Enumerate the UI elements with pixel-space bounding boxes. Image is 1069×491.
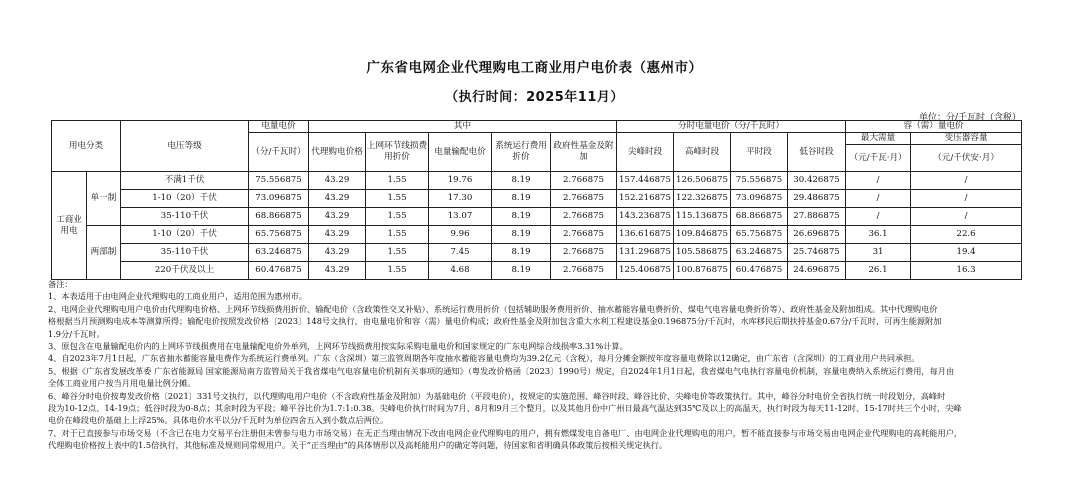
header-capacity: 容（需）量电价 bbox=[846, 121, 1022, 133]
cell-voltage: 220千伏及以上 bbox=[121, 262, 249, 280]
cell-proxy: 43.29 bbox=[309, 244, 366, 262]
electricity-price-table bbox=[51, 120, 1022, 280]
page-title: 广东省电网企业代理购电工商业用户电价表（惠州市） bbox=[366, 60, 703, 76]
group-single: 单一制 bbox=[87, 172, 121, 226]
cell-flat: 63.246875 bbox=[731, 244, 788, 262]
cell-voltage: 35-110千伏 bbox=[121, 244, 249, 262]
cell-high: 126.506875 bbox=[674, 172, 731, 190]
cell-transformer: / bbox=[911, 208, 1022, 226]
header-energy-price: 电量电价 bbox=[249, 121, 309, 133]
note-line: 1、本表适用于由电网企业代理购电的工商业用户，适用范围为惠州市。 bbox=[48, 291, 308, 302]
execution-time: （执行时间：2025年11月） bbox=[445, 90, 624, 105]
cell-valley: 29.486875 bbox=[788, 190, 846, 208]
cell-peak: 136.616875 bbox=[617, 226, 674, 244]
header-of-which: 其中 bbox=[309, 121, 617, 133]
note-line: 格根据当月预测购电成本等测算所得；输配电价按照发改价格〔2023〕148号文执行，由电量电价和容（需）量电价构成；政府性基金及附加包含重大水利工程建设基金0.196875分/千瓦时，水库移民后期扶持基金0.67分/千瓦时，可再生能源附加 bbox=[48, 316, 942, 327]
cell-sys: 8.19 bbox=[492, 226, 551, 244]
header-transformer: 变压器容量 bbox=[911, 133, 1022, 145]
note-line: 5、根据《广东省发展改革委 广东省能源局 国家能源局南方监管局关于我省煤电气电容量电价机制有关事项的通知》（粤发改价格函〔2023〕1990号）规定，自2024年1月1日起，我省煤电气电执行容量电价机制，容量电费纳入系统运行费用，每月由 bbox=[48, 365, 955, 376]
cell-energy: 75.556875 bbox=[249, 172, 309, 190]
cell-flat: 73.096875 bbox=[731, 190, 788, 208]
cell-sys: 8.19 bbox=[492, 190, 551, 208]
header-tou: 分时电量电价（分/千瓦时） bbox=[617, 121, 846, 133]
header-env-cost: 上网环节线损费用折价 bbox=[366, 133, 429, 172]
cell-trans: 4.68 bbox=[429, 262, 492, 280]
cell-transformer: / bbox=[911, 190, 1022, 208]
cell-valley: 30.426875 bbox=[788, 172, 846, 190]
cell-energy: 60.476875 bbox=[249, 262, 309, 280]
cell-energy: 63.246875 bbox=[249, 244, 309, 262]
cell-proxy: 43.29 bbox=[309, 190, 366, 208]
cell-fund: 2.766875 bbox=[551, 172, 617, 190]
cell-proxy: 43.29 bbox=[309, 226, 366, 244]
cell-high: 115.136875 bbox=[674, 208, 731, 226]
cell-valley: 24.696875 bbox=[788, 262, 846, 280]
cell-flat: 68.866875 bbox=[731, 208, 788, 226]
cell-sys: 8.19 bbox=[492, 262, 551, 280]
cell-trans: 19.76 bbox=[429, 172, 492, 190]
cell-transformer: 16.3 bbox=[911, 262, 1022, 280]
header-category: 用电分类 bbox=[52, 121, 121, 172]
cell-trans: 17.30 bbox=[429, 190, 492, 208]
header-peak: 尖峰时段 bbox=[617, 133, 674, 172]
cell-env: 1.55 bbox=[366, 244, 429, 262]
cell-env: 1.55 bbox=[366, 226, 429, 244]
cell-trans: 7.45 bbox=[429, 244, 492, 262]
header-max-demand: 最大需量 bbox=[846, 133, 911, 145]
cell-sys: 8.19 bbox=[492, 172, 551, 190]
note-line: 7、对于已直接参与市场交易（不含已在电力交易平台注册但未曾参与电力市场交易）在无正当理由情况下改由电网企业代理购电的用户，拥有燃煤发电自备电厂、由电网企业代理购电的用户，暂不能直接参与市场交易由电网企业代理购电的高耗能用户， bbox=[48, 427, 963, 438]
cell-fund: 2.766875 bbox=[551, 190, 617, 208]
header-transmission: 电量输配电价 bbox=[429, 133, 492, 172]
cell-proxy: 43.29 bbox=[309, 208, 366, 226]
cell-peak: 157.446875 bbox=[617, 172, 674, 190]
cell-peak: 152.216875 bbox=[617, 190, 674, 208]
cell-voltage: 1-10（20）千伏 bbox=[121, 190, 249, 208]
note-line: 1.9分/千瓦时。 bbox=[48, 328, 105, 339]
cell-trans: 9.96 bbox=[429, 226, 492, 244]
note-line: 6、峰谷分时电价按粤发改价格〔2021〕331号文执行，以代理购电用户电价（不含政府性基金及附加）为基础电价（平段电价），按规定的实施范围、峰谷时段、峰谷比价、尖峰电价等政策执行。其中，峰谷分时电价全省执行统一时段划分，高峰时 bbox=[48, 390, 946, 401]
cell-energy: 73.096875 bbox=[249, 190, 309, 208]
group-dual: 两部制 bbox=[87, 226, 121, 280]
category-label: 工商业用电 bbox=[52, 172, 87, 280]
table-row bbox=[52, 190, 1022, 208]
cell-high: 109.846875 bbox=[674, 226, 731, 244]
header-fund: 政府性基金及附加 bbox=[551, 133, 617, 172]
cell-demand: 31 bbox=[846, 244, 911, 262]
cell-voltage: 不满1千伏 bbox=[121, 172, 249, 190]
note-line: 段为10-12点、14-19点；低谷时段为0-8点；其余时段为平段；峰平谷比价为1.7:1:0.38。尖峰电价执行时间为7月、8月和9月三个整月，以及其他月份中广州日最高气温达到35℃及以上的高温天，执行时段为每天11-12时、15-17时共三个小时，尖峰 bbox=[48, 403, 962, 414]
notes bbox=[48, 278, 1023, 452]
note-line: 备注： bbox=[48, 279, 73, 289]
cell-fund: 2.766875 bbox=[551, 262, 617, 280]
cell-flat: 60.476875 bbox=[731, 262, 788, 280]
header-high: 高峰时段 bbox=[674, 133, 731, 172]
cell-flat: 75.556875 bbox=[731, 172, 788, 190]
table-row bbox=[52, 244, 1022, 262]
cell-demand: 26.1 bbox=[846, 262, 911, 280]
cell-fund: 2.766875 bbox=[551, 244, 617, 262]
cell-env: 1.55 bbox=[366, 190, 429, 208]
header-flat: 平时段 bbox=[731, 133, 788, 172]
cell-energy: 68.866875 bbox=[249, 208, 309, 226]
cell-sys: 8.19 bbox=[492, 244, 551, 262]
note-line: 4、自2023年7月1日起，广东省抽水蓄能容量电费作为系统运行费单列。广东（含深圳）第三监管周期各年度抽水蓄能容量电费均为39.2亿元（含税），每月分摊金额按年度容量电费除以12确定，由广东省（含深圳）的工商业用户共同承担。 bbox=[48, 353, 920, 364]
header-valley: 低谷时段 bbox=[788, 133, 846, 172]
cell-fund: 2.766875 bbox=[551, 208, 617, 226]
header-voltage: 电压等级 bbox=[121, 121, 249, 172]
cell-high: 122.326875 bbox=[674, 190, 731, 208]
note-line: 2、电网企业代理购电用户电价由代理购电价格、上网环节线损费用折价、输配电价（含政策性交叉补贴）、系统运行费用折价（包括辅助服务费用折价、抽水蓄能容量电费折价、煤电气电容量电费折价等）、政府性基金及附加组成。其中代理购电价 bbox=[48, 303, 938, 314]
unit-label: 单位：分/千瓦时（含税） bbox=[918, 113, 1021, 123]
cell-voltage: 35-110千伏 bbox=[121, 208, 249, 226]
cell-sys: 8.19 bbox=[492, 208, 551, 226]
cell-peak: 131.296875 bbox=[617, 244, 674, 262]
cell-demand: / bbox=[846, 172, 911, 190]
cell-transformer: 19.4 bbox=[911, 244, 1022, 262]
cell-transformer: / bbox=[911, 172, 1022, 190]
cell-env: 1.55 bbox=[366, 172, 429, 190]
table-row bbox=[52, 208, 1022, 226]
cell-env: 1.55 bbox=[366, 208, 429, 226]
table-row bbox=[52, 226, 1022, 244]
cell-valley: 26.696875 bbox=[788, 226, 846, 244]
cell-peak: 125.406875 bbox=[617, 262, 674, 280]
note-line: 全体工商业用户按当月用电量比例分摊。 bbox=[48, 378, 196, 389]
cell-voltage: 1-10（20）千伏 bbox=[121, 226, 249, 244]
cell-flat: 65.756875 bbox=[731, 226, 788, 244]
cell-energy: 65.756875 bbox=[249, 226, 309, 244]
cell-high: 105.586875 bbox=[674, 244, 731, 262]
cell-env: 1.55 bbox=[366, 262, 429, 280]
header-energy-price-unit: （分/千瓦时） bbox=[249, 133, 309, 172]
cell-demand: / bbox=[846, 208, 911, 226]
table-row bbox=[52, 172, 1022, 190]
note-line: 电价在峰段电价基础上上浮25%。具体电价水平以分/千瓦时为单位四舍五入到小数点后两位。 bbox=[48, 415, 389, 426]
header-transformer-unit: （元/千伏安·月） bbox=[911, 145, 1022, 172]
cell-transformer: 22.6 bbox=[911, 226, 1022, 244]
cell-high: 100.876875 bbox=[674, 262, 731, 280]
note-line: 代理购电价格按上表中的1.5倍执行，其他标准及规则同常规用户。关于“正当理由”的具体情形以及高耗能用户的确定等问题，待国家和省明确具体政策后按相关规定执行。 bbox=[48, 440, 668, 451]
cell-demand: 36.1 bbox=[846, 226, 911, 244]
cell-valley: 27.886875 bbox=[788, 208, 846, 226]
header-proxy-price: 代理购电价格 bbox=[309, 133, 366, 172]
cell-demand: / bbox=[846, 190, 911, 208]
cell-proxy: 43.29 bbox=[309, 172, 366, 190]
cell-valley: 25.746875 bbox=[788, 244, 846, 262]
note-line: 3、原包含在电量输配电价内的上网环节线损费用在电量输配电价外单列，上网环节线损费用按实际采购电量电价和国家规定的广东电网综合线损率3.31%计算。 bbox=[48, 341, 628, 352]
header-system-cost: 系统运行费用折价 bbox=[492, 133, 551, 172]
cell-trans: 13.07 bbox=[429, 208, 492, 226]
cell-peak: 143.236875 bbox=[617, 208, 674, 226]
header-max-demand-unit: （元/千瓦·月） bbox=[846, 145, 911, 172]
cell-proxy: 43.29 bbox=[309, 262, 366, 280]
table-row bbox=[52, 262, 1022, 280]
cell-fund: 2.766875 bbox=[551, 226, 617, 244]
